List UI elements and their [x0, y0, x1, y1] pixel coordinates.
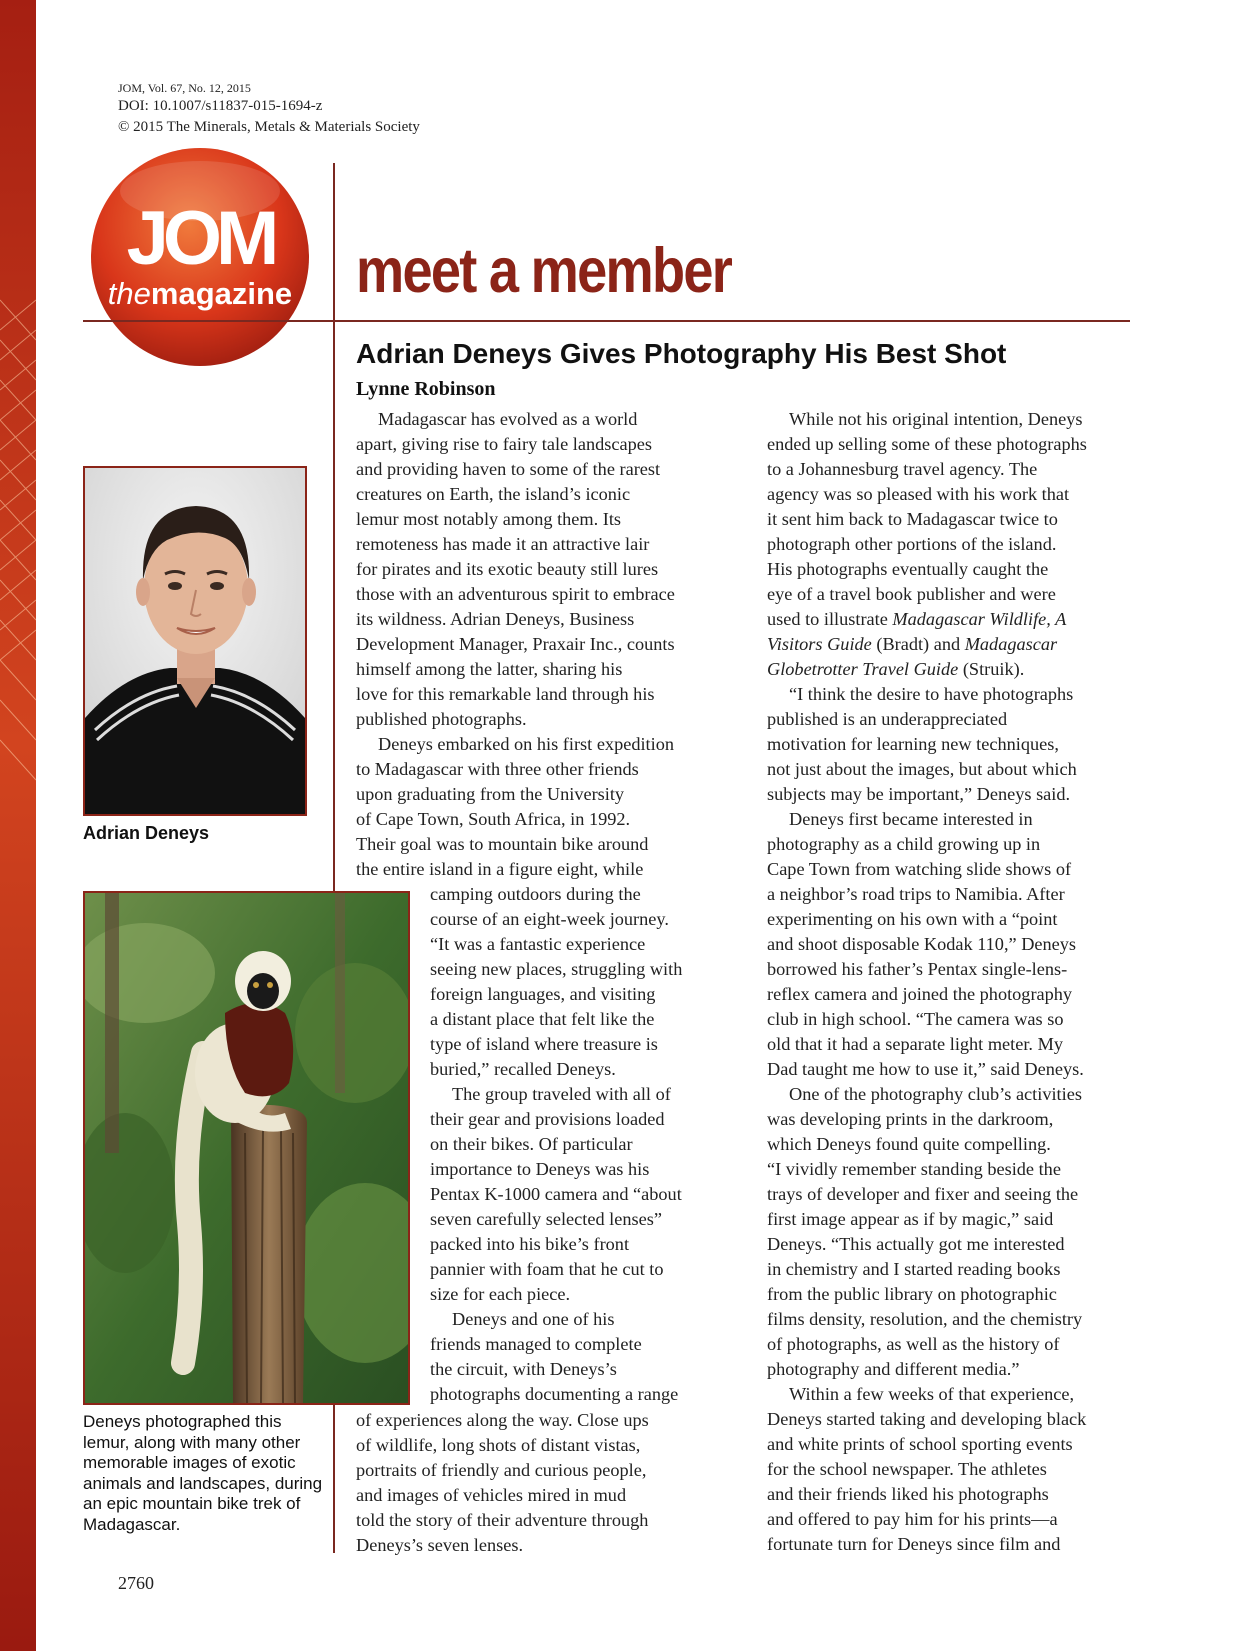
body-line: of Cape Town, South Africa, in 1992.	[356, 809, 631, 829]
copyright-line: © 2015 The Minerals, Metals & Materials Society	[118, 119, 420, 135]
body-line: it sent him back to Madagascar twice to	[767, 509, 1058, 529]
logo-sub-text	[108, 276, 292, 311]
body-line: in chemistry and I started reading books	[767, 1259, 1061, 1279]
body-line: The group traveled with all of	[452, 1084, 671, 1104]
body-column-right	[767, 407, 1087, 1557]
body-text: (Bradt) and	[871, 634, 965, 654]
body-line: upon graduating from the University	[356, 784, 625, 804]
body-line: and white prints of school sporting events	[767, 1434, 1073, 1454]
body-line	[767, 632, 1087, 657]
body-line: photograph other portions of the island.	[767, 534, 1057, 554]
body-line: friends managed to complete	[430, 1334, 642, 1354]
page-number: 2760	[118, 1573, 154, 1593]
section-title: meet a member	[356, 236, 732, 306]
body-line: Cape Town from watching slide shows of	[767, 859, 1072, 879]
body-line: on their bikes. Of particular	[430, 1134, 633, 1154]
logo-sub-light: the	[107, 276, 151, 311]
article-title: Adrian Deneys Gives Photography His Best Shot	[356, 338, 1007, 369]
body-line: from the public library on photographic	[767, 1284, 1057, 1304]
body-line: and images of vehicles mired in mud	[356, 1485, 627, 1505]
portrait-caption: Adrian Deneys	[83, 823, 210, 843]
body-line: for the school newspaper. The athletes	[767, 1459, 1047, 1479]
body-column-left-middle	[430, 882, 682, 1407]
body-line: their gear and provisions loaded	[430, 1109, 665, 1129]
body-line: published is an underappreciated	[767, 709, 1008, 729]
decorative-side-strip	[0, 0, 36, 1651]
body-line: Deneys started taking and developing black	[767, 1409, 1087, 1429]
body-line: the entire island in a figure eight, while	[356, 859, 644, 879]
body-line: borrowed his father’s Pentax single-lens-	[767, 959, 1068, 979]
logo-sub-bold: magazine	[150, 276, 293, 311]
body-line: type of island where treasure is	[430, 1034, 658, 1054]
body-line	[767, 657, 1087, 682]
body-line: experimenting on his own with a “point	[767, 909, 1058, 929]
body-line: Deneys’s seven lenses.	[356, 1535, 524, 1555]
body-line: told the story of their adventure through	[356, 1510, 649, 1530]
body-line: and shoot disposable Kodak 110,” Deneys	[767, 934, 1077, 954]
body-line: Deneys and one of his	[452, 1309, 615, 1329]
body-line: of experiences along the way. Close ups	[356, 1410, 649, 1430]
body-line: Deneys embarked on his first expedition	[378, 734, 674, 754]
body-line: old that it had a separate light meter. My	[767, 1034, 1063, 1054]
body-line: “I vividly remember standing beside the	[767, 1159, 1061, 1179]
lemur-photo	[83, 891, 410, 1405]
body-line: Madagascar has evolved as a world	[378, 409, 638, 429]
body-line: subjects may be important,” Deneys said.	[767, 784, 1071, 804]
body-line: Within a few weeks of that experience,	[789, 1384, 1075, 1404]
logo-main-text: JOM	[126, 196, 274, 281]
body-line: lemur most notably among them. Its	[356, 509, 622, 529]
book-title: Globetrotter Travel Guide	[767, 659, 959, 679]
body-line: fortunate turn for Deneys since film and	[767, 1534, 1061, 1554]
body-line: club in high school. “The camera was so	[767, 1009, 1064, 1029]
body-line: buried,” recalled Deneys.	[430, 1059, 616, 1079]
body-line: reflex camera and joined the photography	[767, 984, 1073, 1004]
body-line: agency was so pleased with his work that	[767, 484, 1070, 504]
lemur-caption: Deneys photographed this lemur, along with many other memorable images of exotic animals and landscapes, during an epic mountain bike trek of Madagascar.	[83, 1412, 323, 1534]
body-line: pannier with foam that he cut to	[430, 1259, 664, 1279]
body-line: apart, giving rise to fairy tale landscapes	[356, 434, 652, 454]
body-line: films density, resolution, and the chemistry	[767, 1309, 1083, 1329]
body-line: “It was a fantastic experience	[430, 934, 646, 954]
body-line: eye of a travel book publisher and were	[767, 584, 1056, 604]
book-title: Visitors Guide	[767, 634, 872, 654]
body-line: portraits of friendly and curious people,	[356, 1460, 647, 1480]
body-line	[767, 607, 1087, 632]
body-line: motivation for learning new techniques,	[767, 734, 1059, 754]
horizontal-divider	[83, 320, 1130, 322]
body-line: to Madagascar with three other friends	[356, 759, 639, 779]
body-line: importance to Deneys was his	[430, 1159, 650, 1179]
body-line: and providing haven to some of the rarest	[356, 459, 661, 479]
article-author: Lynne Robinson	[356, 378, 496, 400]
body-text: used to illustrate	[767, 609, 893, 629]
body-column-left-bottom	[356, 1408, 649, 1558]
body-line: While not his original intention, Deneys	[789, 409, 1083, 429]
body-line: packed into his bike’s front	[430, 1234, 630, 1254]
body-line: Deneys. “This actually got me interested	[767, 1234, 1065, 1254]
body-line: the circuit, with Deneys’s	[430, 1359, 617, 1379]
body-line: those with an adventurous spirit to embrace	[356, 584, 675, 604]
body-line: trays of developer and fixer and seeing the	[767, 1184, 1079, 1204]
journal-header	[118, 80, 420, 138]
body-line: His photographs eventually caught the	[767, 559, 1049, 579]
body-line: seeing new places, struggling with	[430, 959, 683, 979]
body-line: not just about the images, but about which	[767, 759, 1077, 779]
body-line: a neighbor’s road trips to Namibia. After	[767, 884, 1065, 904]
body-line: to a Johannesburg travel agency. The	[767, 459, 1038, 479]
body-text: (Struik).	[958, 659, 1025, 679]
body-line: of wildlife, long shots of distant vistas,	[356, 1435, 641, 1455]
body-line: size for each piece.	[430, 1284, 571, 1304]
jom-magazine-logo	[89, 146, 311, 368]
body-line: remoteness has made it an attractive lair	[356, 534, 650, 554]
body-line: of photographs, as well as the history of	[767, 1334, 1060, 1354]
book-title: Madagascar Wildlife, A	[892, 609, 1067, 629]
body-line: photography as a child growing up in	[767, 834, 1041, 854]
body-line: Pentax K-1000 camera and “about	[430, 1184, 682, 1204]
body-line: ended up selling some of these photographs	[767, 434, 1087, 454]
body-line: Deneys first became interested in	[789, 809, 1033, 829]
body-line: One of the photography club’s activities	[789, 1084, 1082, 1104]
body-line: photographs documenting a range	[430, 1384, 679, 1404]
body-line: and offered to pay him for his prints—a	[767, 1509, 1058, 1529]
body-line: Dad taught me how to use it,” said Deneys.	[767, 1059, 1084, 1079]
body-line: first image appear as if by magic,” said	[767, 1209, 1054, 1229]
body-line: Their goal was to mountain bike around	[356, 834, 649, 854]
body-line: Development Manager, Praxair Inc., counts	[356, 634, 675, 654]
body-line: course of an eight-week journey.	[430, 909, 669, 929]
body-line: seven carefully selected lenses”	[430, 1209, 662, 1229]
portrait-photo	[83, 466, 307, 816]
body-line: was developing prints in the darkroom,	[767, 1109, 1054, 1129]
body-line: which Deneys found quite compelling.	[767, 1134, 1051, 1154]
body-line: its wildness. Adrian Deneys, Business	[356, 609, 635, 629]
body-line: a distant place that felt like the	[430, 1009, 655, 1029]
body-line: “I think the desire to have photographs	[789, 684, 1074, 704]
body-line: for pirates and its exotic beauty still lures	[356, 559, 659, 579]
body-line: himself among the latter, sharing his	[356, 659, 623, 679]
body-line: foreign languages, and visiting	[430, 984, 656, 1004]
journal-citation: JOM, Vol. 67, No. 12, 2015	[118, 81, 251, 95]
body-line: love for this remarkable land through his	[356, 684, 655, 704]
doi-line: DOI: 10.1007/s11837-015-1694-z	[118, 98, 323, 114]
body-line: published photographs.	[356, 709, 527, 729]
body-line: and their friends liked his photographs	[767, 1484, 1049, 1504]
body-line: creatures on Earth, the island’s iconic	[356, 484, 631, 504]
body-line: camping outdoors during the	[430, 884, 641, 904]
body-line: photography and different media.”	[767, 1359, 1020, 1379]
book-title: Madagascar	[964, 634, 1058, 654]
body-column-left-top	[356, 407, 675, 882]
